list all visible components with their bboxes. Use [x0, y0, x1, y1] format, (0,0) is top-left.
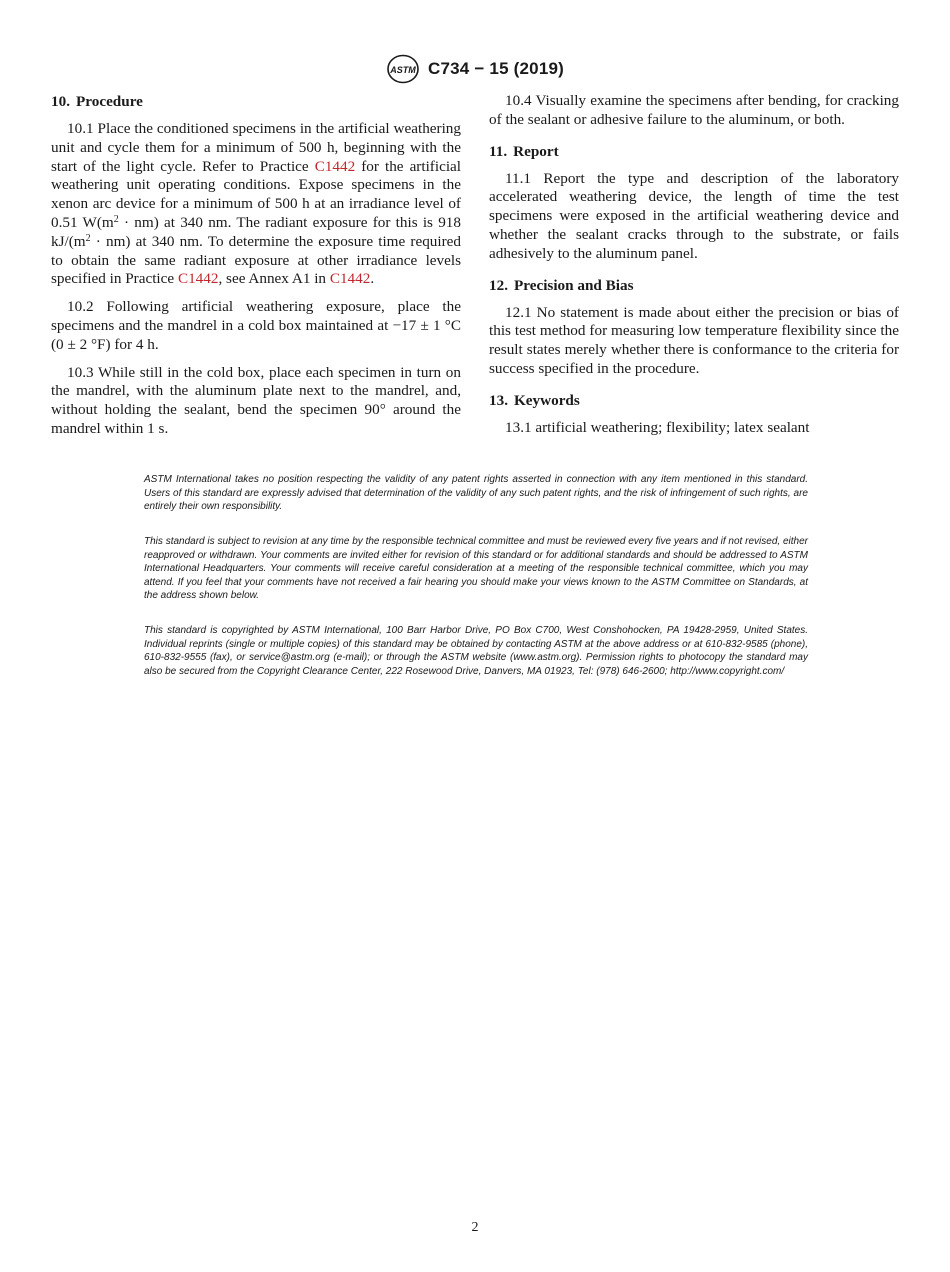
- section-heading-procedure: 10. Procedure: [51, 93, 143, 110]
- section-heading-report: 11. Report: [489, 142, 559, 160]
- paragraph-13-1: 13.1 artificial weathering; flexibility; latex sealant: [505, 418, 810, 436]
- right-column: [489, 92, 899, 447]
- copyright-notice: This standard is copyrighted by ASTM International, 100 Barr Harbor Drive, PO Box C700, West Conshohocken, PA 19428-2959, United States. Individual reprints (single or multiple copies) of this standard may be obtained by contacting ASTM at the above address or at 610-832-9585 (phone), 610-832-9555 (fax), or service@astm.org (e-mail); or through the ASTM website (www.astm.org). Permission rights to photocopy the standard may also be secured from the Copyright Clearance Center, 222 Rosewood Drive, Danvers, MA 01923, Tel: (978) 646-2600; http://www.copyright.com/: [144, 625, 808, 677]
- paragraph-10-2: 10.2 Following artificial weathering exposure, place the specimens and the mandrel in a cold box maintained at −17 ± 1 °C (0 ± 2 °F) for 4 h.: [51, 298, 461, 353]
- section-heading-precision: 12. Precision and Bias: [489, 276, 634, 294]
- astm-logo-icon: [386, 54, 420, 84]
- page-number: 2: [471, 1220, 479, 1235]
- paragraph-10-4: 10.4 Visually examine the specimens after bending, for cracking of the sealant or adhesive failure to the aluminum, or both.: [489, 92, 899, 128]
- section-heading-keywords: 13. Keywords: [489, 391, 580, 409]
- reference-link-c1442[interactable]: C1442: [314, 157, 356, 175]
- revision-notice: This standard is subject to revision at any time by the responsible technical committee and must be reviewed every five years and if not revised, either reapproved or withdrawn. Your comments are invited either for revision of this standard or for additional standards and should be addressed to ASTM International Headquarters. Your comments will receive careful consideration at a meeting of the responsible technical committee, which you may attend. If you feel that your comments have not received a fair hearing you should make your views known to the ASTM Committee on Standards, at the address shown below.: [144, 536, 808, 602]
- paragraph-10-1: 10.1 Place the conditioned specimens in the artificial weathering unit and cycle them for a minimum of 500 h, beginning with the start of the light cycle. Refer to Practice C1442 for the artificial weathering unit operating conditions. Expose specimens in the xenon arc device for a minimum of 500 h at an irradiance level of 0.51 $W(m^2 \cdot nm)$ at 340 nm. The radiant exposure for this is 918 $kJ/(m^2 \cdot nm)$ at 340 nm. To determine the exposure time required to obtain the same radiant exposure at other irradiance levels specified in Practice C1442, see Annex A1 in C1442.: [51, 120, 461, 288]
- paragraph-12-1: 12.1 No statement is made about either the precision or bias of this test method for measuring low temperature flexibility since the result states merely whether there is conformance to the criteria for success specified in the procedure.: [489, 303, 899, 377]
- paragraph-10-3: 10.3 While still in the cold box, place each specimen in turn on the mandrel, with the aluminum plate next to the mandrel, and, without holding the sealant, bend the specimen 90° around the mandrel within 1 s.: [51, 363, 461, 437]
- paragraph-11-1: 11.1 Report the type and description of the laboratory accelerated weathering device, the length of time the test specimens were exposed in the artificial weathering device and whether the sealant cracks through to the substrate, or fails adhesively to the aluminum panel.: [489, 169, 899, 262]
- reference-link-c1442[interactable]: C1442: [329, 270, 371, 288]
- page-header: [0, 54, 950, 84]
- patent-notice: ASTM International takes no position respecting the validity of any patent rights asserted in connection with any item mentioned in this standard. Users of this standard are expressly advised that determination of the validity of any such patent rights, and the risk of infringement of such rights, are entirely their own responsibility.: [144, 474, 808, 513]
- left-column: [51, 92, 461, 448]
- svg-text:ASTM: ASTM: [390, 65, 416, 75]
- document-designation: C734 − 15 (2019): [428, 59, 564, 78]
- reference-link-c1442[interactable]: C1442: [177, 270, 219, 288]
